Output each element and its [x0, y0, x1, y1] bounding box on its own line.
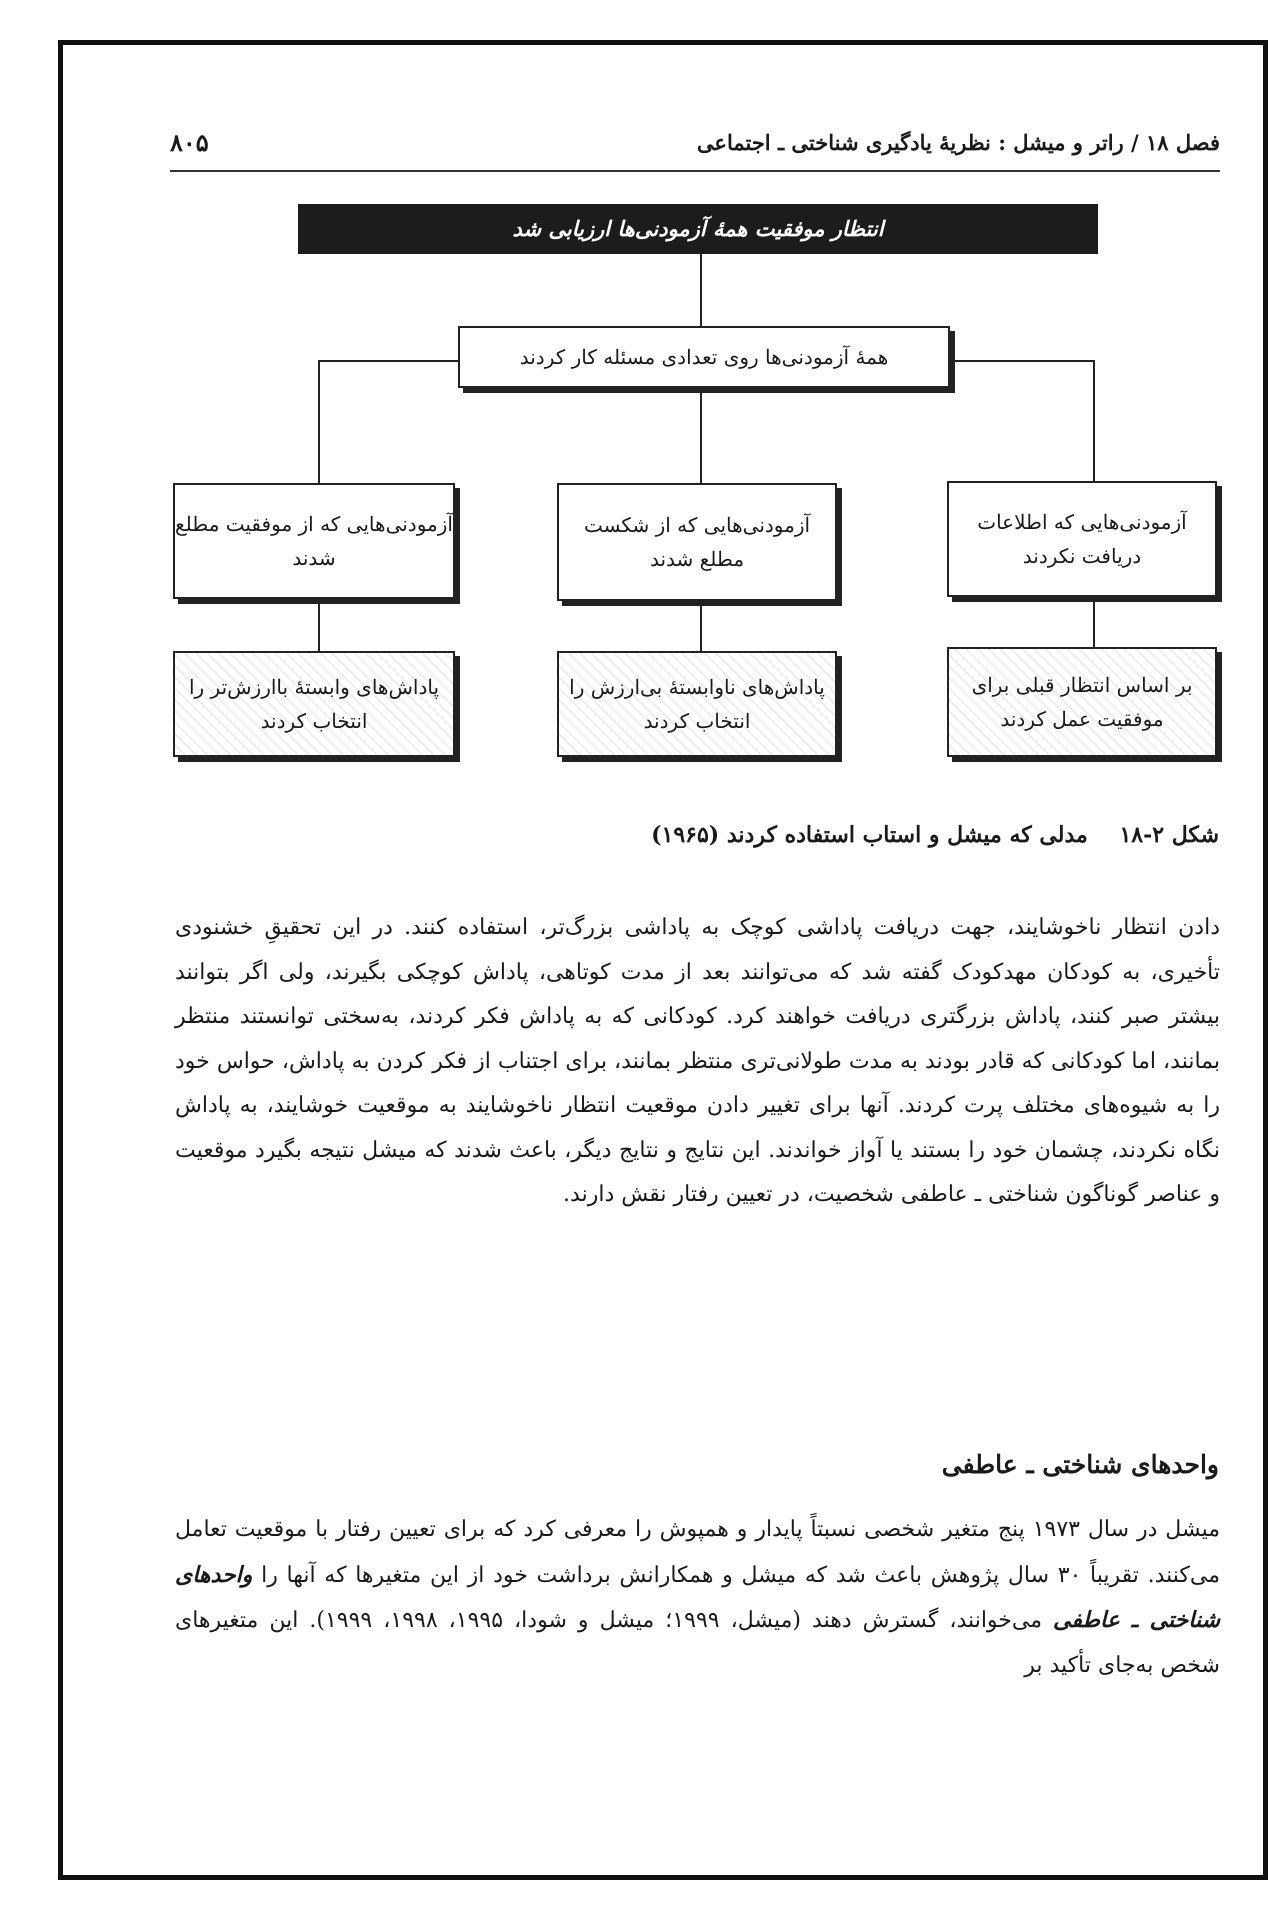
outcome-text-prior: بر اساس انتظار قبلی برای موفقیت عمل کردند [971, 673, 1193, 731]
paragraph-1: دادن انتظار ناخوشایند، جهت دریافت پاداشی کوچک به پاداشی بزرگ‌تر، استفاده کنند. در این تحقیقِ خشنودی تأخیری، به کودکان مهدکودک گفته شد که می‌توانند بعد از مدت کوتاهی، پاداش کوچکی بگیرند، ولی اگر بتوانند بیشتر صبر کنند، پاداش بزرگتری دریافت خواهند کرد. کودکانی که به پاداش فکر کردند، به‌سختی توانستند منتظر بمانند، اما کودکانی که قادر بودند به مدت طولانی‌تری منتظر بمانند، برای اجتناب از فکر کردن به پاداش، حواس خود را به شیوه‌های مختلف پرت کردند. آنها برای تغییر دادن موقعیت انتظار ناخوشایند به موقعیت خوشایند، به پاداش نگاه نکردند، چشمان خود را بستند یا آواز خواندند. این نتایج و نتایج دیگر، باعث شدند که میشل نتیجه بگیرد موقعیت و عناصر گوناگون شناختی ـ عاطفی شخصیت، در تعیین رفتار نقش دارند. [175, 915, 1221, 1207]
outcome-box-contingent [173, 651, 455, 757]
outcome-text-noncontingent: پاداش‌های ناوابستهٔ بی‌ارزش را انتخاب کردند [569, 675, 825, 733]
diagram-top-text: انتظار موفقیت همهٔ آزمودنی‌ها ارزیابی شد [512, 216, 884, 242]
figure-caption [119, 822, 1219, 848]
connector-center-v [700, 388, 702, 483]
group-box-failure [557, 483, 837, 601]
paragraph-2-emphasis: واحدهای شناختی ـ عاطفی [175, 1561, 1221, 1633]
chapter-title: فصل ۱۸ / راتر و میشل : نظریهٔ یادگیری شناختی ـ اجتماعی [696, 130, 1220, 155]
page-header [170, 120, 1220, 172]
connector-left-h [318, 360, 458, 362]
diagram-middle-text: همهٔ آزمودنی‌ها روی تعدادی مسئله کار کردند [519, 345, 889, 369]
outcome-box-noncontingent [557, 651, 837, 757]
group-box-success [173, 483, 455, 599]
group-text-no-info: آزمودنی‌هایی که اطلاعات دریافت نکردند [977, 510, 1187, 568]
group-text-failure: آزمودنی‌هایی که از شکست مطلع شدند [583, 513, 811, 571]
diagram-middle-box [458, 326, 950, 388]
paragraph-2-part-2: می‌خوانند، گسترش دهند (میشل، ۱۹۹۹؛ میشل و شودا، ۱۹۹۵، ۱۹۹۸، ۱۹۹۹). این متغیرهای شخص به‌جای تأکید بر [175, 1608, 1220, 1678]
connector-outcome-left [318, 604, 320, 651]
paragraph-2-part-1: میشل در سال ۱۹۷۳ پنج متغیر شخصی نسبتاً پایدار و همپوش را معرفی کرد که برای تعیین رفتار با موقعیت تعامل می‌کنند. تقریباً ۳۰ سال پژوهش باعث شد که میشل و همکارانش برداشت خود از این متغیرها که آنها را [175, 1517, 1220, 1588]
connector-outcome-right [1093, 602, 1095, 647]
section-heading: واحدهای شناختی ـ عاطفی [941, 1450, 1219, 1479]
connector-top [700, 254, 702, 328]
connector-right-v [1093, 360, 1095, 481]
paragraph-2 [175, 1508, 1220, 1688]
diagram-top-box [298, 204, 1098, 254]
connector-right-h [950, 360, 1095, 362]
connector-left-v [318, 360, 320, 483]
outcome-text-contingent: پاداش‌های وابستهٔ باارزش‌تر را انتخاب کردند [188, 675, 440, 733]
figure-number: شکل ۲-۱۸ [1119, 822, 1219, 848]
figure-caption-text: مدلی که میشل و استاب استفاده کردند (۱۹۶۵) [651, 822, 1088, 848]
group-text-success: آزمودنی‌هایی که از موفقیت مطلع شدند [175, 512, 453, 570]
outcome-box-prior [947, 647, 1217, 757]
group-box-no-info [947, 481, 1217, 597]
page-number: ۸۰۵ [170, 128, 209, 157]
connector-outcome-center [700, 606, 702, 651]
